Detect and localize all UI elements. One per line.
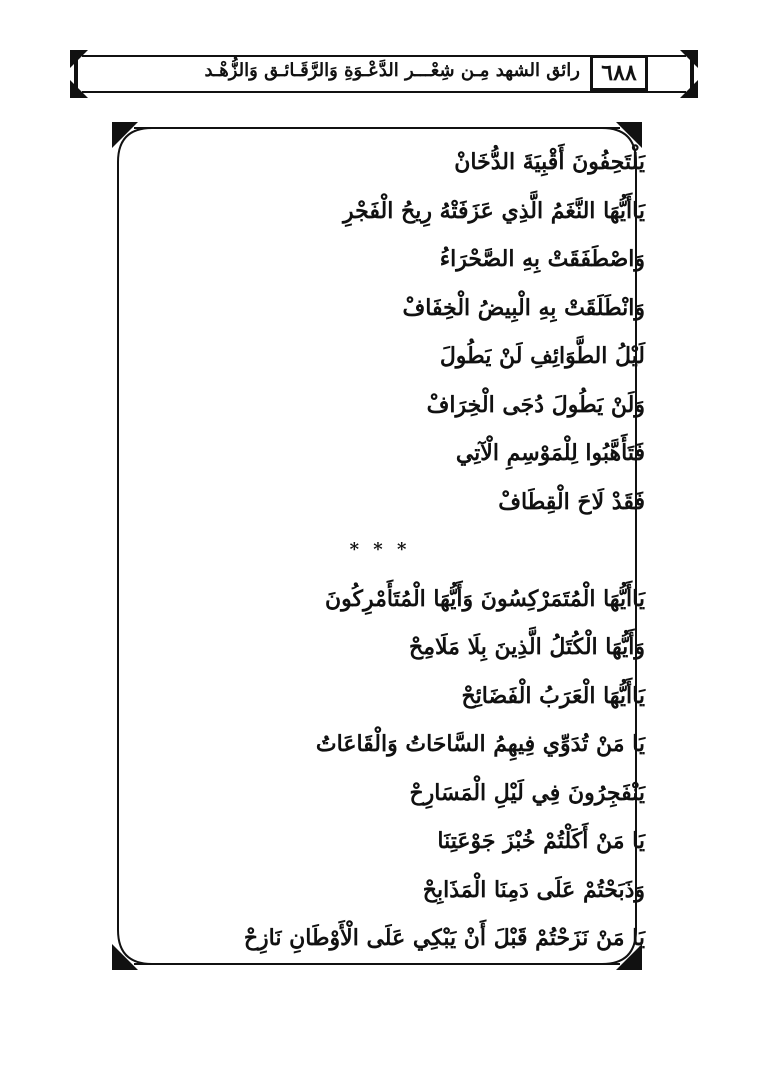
verse-line: يَا مَنْ نَزَحْتُمْ قَبْلَ أَنْ يَبْكِي عَلَى الْأَوْطَانِ نَازِحْ [243, 925, 645, 951]
verse-line: وَانْطَلَقَتْ بِهِ الْبِيضُ الْخِفَافْ [402, 294, 645, 321]
page-header [68, 48, 700, 100]
poem-body [175, 138, 645, 963]
verse-line: وَاصْطَفَقَتْ بِهِ الصَّحْرَاءُ [439, 246, 645, 272]
separator-stars: * * * [349, 539, 411, 560]
running-title: رائق الشهد مِـن شِعْـــر الدَّعْـوَةِ وَالرَّقَـائـق وَالزُّهْـد [204, 60, 580, 81]
verse-line: وَذَبَحْتُمْ عَلَى دَمِنَا الْمَذَابِحْ [422, 876, 645, 903]
verse-line: لَيْلُ الطَّوَائِفِ لَنْ يَطُولَ [439, 343, 645, 369]
verse-line: يَاأَيُّهَا النَّغَمُ الَّذِي عَزَفَتْهُ رِيحُ الْفَجْرِ [343, 197, 645, 224]
verse-line: يَاأَيُّهَا الْمُتَمَرْكِسُونَ وَأَيُّهَا الْمُتَأَمْرِكُونَ [324, 585, 645, 612]
verse-line: وَلَنْ يَطُولَ دُجَى الْخِرَافْ [426, 391, 645, 418]
verse-line: يَلْتَحِفُونَ أَقْبِيَةَ الدُّخَانْ [454, 149, 645, 175]
verse-line: يَا مَنْ أَكَلْتُمْ خُبْزَ جَوْعَتِنَا [437, 828, 645, 854]
page-number: ٦٨٨ [590, 55, 648, 91]
verse-line: يَا مَنْ تُدَوِّي فِيهِمُ السَّاحَاتُ وَالْقَاعَاتُ [315, 731, 645, 757]
verse-line: يَنْفَجِرُونَ فِي لَيْلِ الْمَسَارِحْ [409, 779, 645, 806]
stanza-separator [175, 526, 645, 575]
verse-line: فَتَأَهَّبُوا لِلْمَوْسِمِ الْآتِي [455, 440, 645, 466]
verse-line: فَقَدْ لَاحَ الْقِطَافْ [498, 488, 645, 515]
verse-line: يَاأَيُّهَا الْعَرَبُ الْفَضَائِحْ [461, 682, 645, 709]
verse-line: وَأَيُّهَا الْكُتَلُ الَّذِينَ بِلَا مَلَامِحْ [409, 634, 645, 660]
